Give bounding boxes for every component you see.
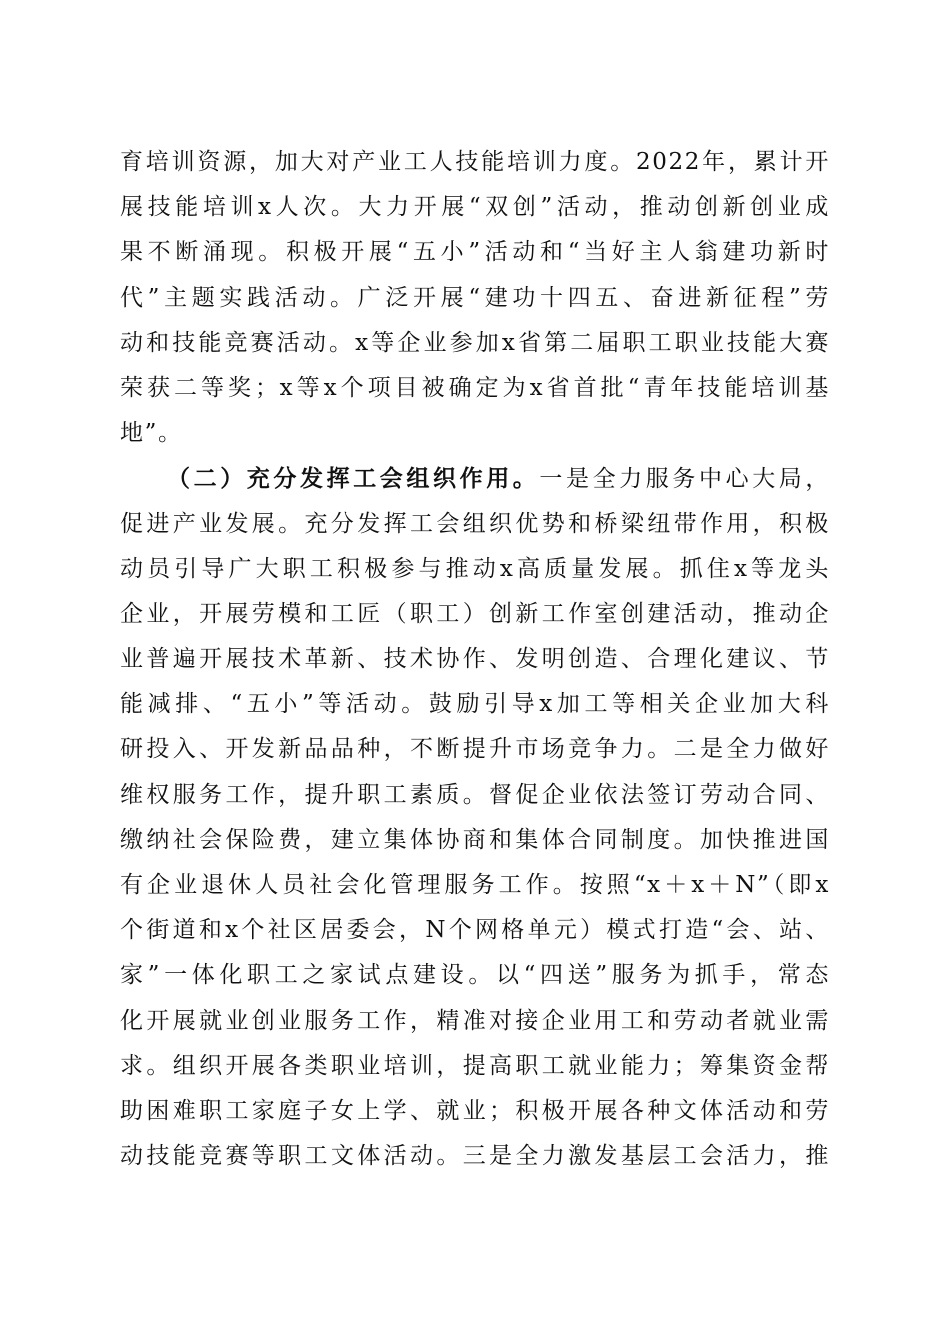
text-line: 果不断涌现。积极开展“五小”活动和“当好主人翁建功新时 — [120, 239, 830, 266]
text-line: 维权服务工作，提升职工素质。督促企业依法签订劳动合同、 — [120, 781, 830, 808]
text-line: 助困难职工家庭子女上学、就业；积极开展各种文体活动和劳 — [120, 1097, 830, 1124]
text-line: 展技能培训x人次。大力开展“双创”活动，推动创新创业成 — [120, 194, 830, 221]
text-line: 家”一体化职工之家试点建设。以“四送”服务为抓手，常态 — [120, 962, 830, 989]
document-body — [120, 140, 830, 1179]
text-line: 企业，开展劳模和工匠（职工）创新工作室创建活动，推动企 — [120, 600, 830, 627]
heading-line — [120, 456, 830, 501]
section-heading: （二）充分发挥工会组织作用。 — [167, 465, 540, 493]
text-segment: 一是全力服务中心大局， — [539, 466, 830, 493]
text-line: 求。组织开展各类职业培训，提高职工就业能力；筹集资金帮 — [120, 1052, 830, 1079]
text-line: 代”主题实践活动。广泛开展“建功十四五、奋进新征程”劳 — [120, 284, 830, 311]
text-line: 缴纳社会保险费，建立集体协商和集体合同制度。加快推进国 — [120, 826, 830, 853]
paragraph-2 — [120, 456, 830, 1179]
text-line: 动员引导广大职工积极参与推动x高质量发展。抓住x等龙头 — [120, 555, 830, 582]
text-line: 地”。 — [120, 420, 183, 447]
text-line: 有企业退休人员社会化管理服务工作。按照“x＋x＋N”（即x — [120, 872, 830, 898]
text-line: 个街道和x个社区居委会，N个网格单元）模式打造“会、站、 — [120, 917, 830, 944]
text-line: 业普遍开展技术革新、技术协作、发明创造、合理化建议、节 — [120, 646, 830, 673]
text-line: 荣获二等奖；x等x个项目被确定为x省首批“青年技能培训基 — [120, 374, 830, 401]
text-line: 育培训资源，加大对产业工人技能培训力度。2022年，累计开 — [120, 149, 830, 175]
text-line: 动和技能竞赛活动。x等企业参加x省第二届职工职业技能大赛 — [120, 329, 830, 356]
text-line: 动技能竞赛等职工文体活动。三是全力激发基层工会活力，推 — [120, 1143, 830, 1170]
text-line: 化开展就业创业服务工作，精准对接企业用工和劳动者就业需 — [120, 1007, 830, 1034]
text-line: 能减排、“五小”等活动。鼓励引导x加工等相关企业加大科 — [120, 691, 830, 718]
paragraph-1 — [120, 140, 830, 456]
text-line: 研投入、开发新品品种，不断提升市场竞争力。二是全力做好 — [120, 736, 830, 763]
text-line: 促进产业发展。充分发挥工会组织优势和桥梁纽带作用，积极 — [120, 510, 830, 537]
